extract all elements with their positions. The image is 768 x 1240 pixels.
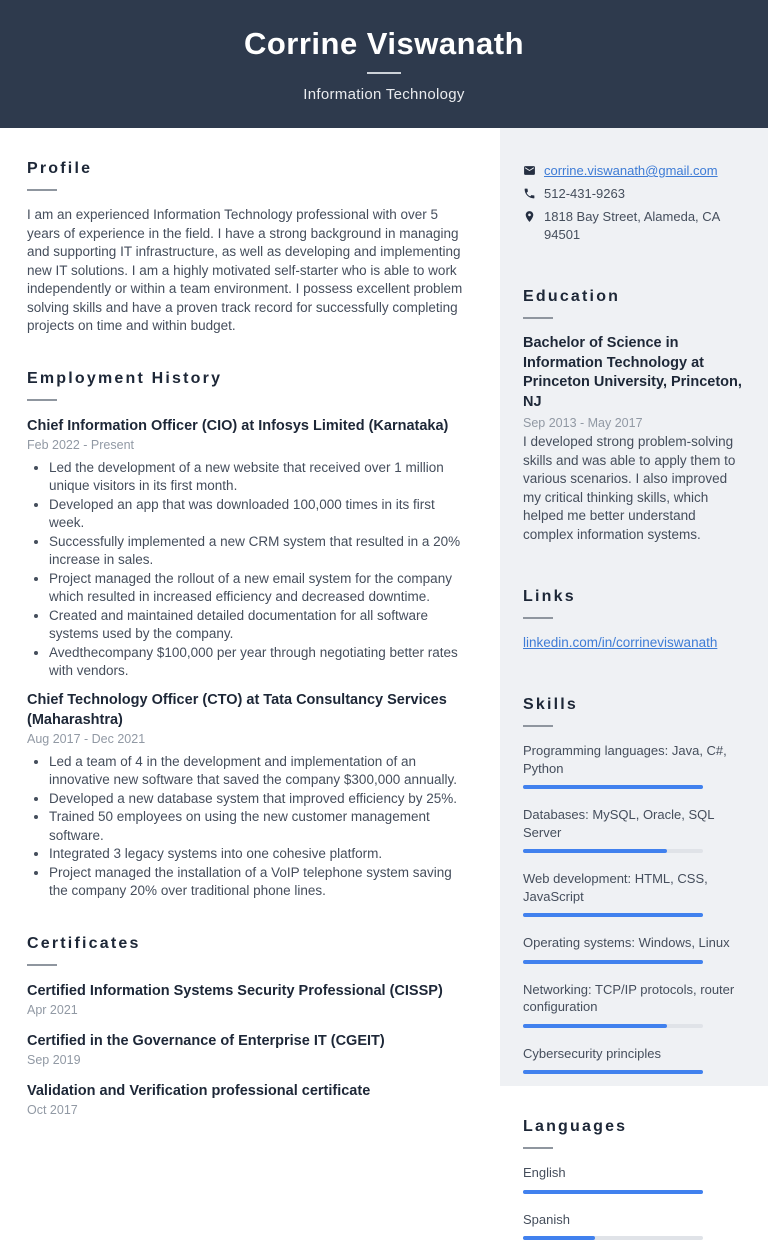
job-bullet: • Led a team of 4 in the development and implementation of an innovative new software that saved the company $300,000 annually. xyxy=(49,753,470,790)
contact-section xyxy=(523,162,743,244)
job-entry xyxy=(27,416,470,681)
language-bar-fill xyxy=(523,1236,595,1240)
job-bullet: • Avedthecompany $100,000 per year through negotiating better rates with vendors. xyxy=(49,644,470,681)
skill-bar-track xyxy=(523,1024,703,1028)
skill-item xyxy=(523,870,743,917)
certificate-item xyxy=(27,981,470,1017)
skill-label: Programming languages: Java, C#, Python xyxy=(523,742,743,777)
certificate-name: Certified in the Governance of Enterprise IT (CGEIT) xyxy=(27,1031,470,1051)
job-bullet: • Developed a new database system that improved efficiency by 25%. xyxy=(49,790,470,809)
certificate-name: Certified Information Systems Security Professional (CISSP) xyxy=(27,981,470,1001)
job-bullet: • Integrated 3 legacy systems into one cohesive platform. xyxy=(49,845,470,864)
envelope-icon xyxy=(523,164,536,177)
skill-bar-fill xyxy=(523,849,667,853)
education-date: Sep 2013 - May 2017 xyxy=(523,416,743,430)
skill-item xyxy=(523,742,743,789)
language-item xyxy=(523,1164,743,1194)
skill-label: Databases: MySQL, Oracle, SQL Server xyxy=(523,806,743,841)
language-bar-fill xyxy=(523,1190,703,1194)
skill-bar-track xyxy=(523,849,703,853)
skill-bar-fill xyxy=(523,785,703,789)
job-date: Feb 2022 - Present xyxy=(27,438,470,452)
certificate-name: Validation and Verification professional certificate xyxy=(27,1081,470,1101)
header-divider xyxy=(367,72,401,74)
resume-header xyxy=(0,0,768,128)
content-columns xyxy=(0,128,768,1086)
language-bar-track xyxy=(523,1236,703,1240)
education-description: I developed strong problem-solving skills and was able to apply them to various scenarios. I also improved my critical thinking skills, which helped me better understand complex information systems. xyxy=(523,433,743,544)
certificate-date: Sep 2019 xyxy=(27,1053,470,1067)
language-item xyxy=(523,1211,743,1240)
certificates-section xyxy=(27,935,470,1117)
education-degree: Bachelor of Science in Information Technology at Princeton University, Princeton, NJ xyxy=(523,334,743,412)
skills-section xyxy=(523,696,743,1074)
skills-heading: Skills xyxy=(523,696,743,714)
skill-bar-track xyxy=(523,785,703,789)
languages-heading: Languages xyxy=(523,1118,743,1136)
job-bullet: • Project managed the rollout of a new email system for the company which resulted in increased efficiency and decreased downtime. xyxy=(49,570,470,607)
education-section xyxy=(523,288,743,544)
language-label: English xyxy=(523,1164,743,1182)
skill-bar-fill xyxy=(523,1070,703,1074)
address-text: 1818 Bay Street, Alameda, CA 94501 xyxy=(544,208,743,244)
section-rule xyxy=(27,399,57,401)
candidate-role: Information Technology xyxy=(303,86,464,103)
candidate-name: Corrine Viswanath xyxy=(244,27,524,61)
certificate-date: Apr 2021 xyxy=(27,1003,470,1017)
links-heading: Links xyxy=(523,588,743,606)
education-heading: Education xyxy=(523,288,743,306)
certificate-date: Oct 2017 xyxy=(27,1103,470,1117)
job-entry xyxy=(27,690,470,901)
sidebar xyxy=(500,128,768,1086)
links-section xyxy=(523,588,743,652)
certificate-item xyxy=(27,1031,470,1067)
certificates-heading: Certificates xyxy=(27,935,470,953)
section-rule xyxy=(523,317,553,319)
skill-bar-track xyxy=(523,913,703,917)
section-rule xyxy=(523,1147,553,1149)
skill-label: Operating systems: Windows, Linux xyxy=(523,934,743,952)
skill-item xyxy=(523,1045,743,1075)
skill-bar-fill xyxy=(523,1024,667,1028)
job-bullet-list xyxy=(27,459,470,681)
main-column xyxy=(0,128,500,1086)
contact-email-row xyxy=(523,162,743,180)
job-title: Chief Technology Officer (CTO) at Tata Consultancy Services (Maharashtra) xyxy=(27,690,470,730)
languages-section xyxy=(523,1118,743,1240)
section-rule xyxy=(27,189,57,191)
section-rule xyxy=(27,964,57,966)
job-bullet: • Trained 50 employees on using the new customer management software. xyxy=(49,808,470,845)
employment-heading: Employment History xyxy=(27,370,470,388)
skill-bar-fill xyxy=(523,960,703,964)
job-bullet: • Project managed the installation of a VoIP telephone system saving the company 20% over traditional phone lines. xyxy=(49,864,470,901)
email-link[interactable]: corrine.viswanath@gmail.com xyxy=(544,162,718,180)
phone-icon xyxy=(523,187,536,200)
section-rule xyxy=(523,617,553,619)
skill-bar-track xyxy=(523,960,703,964)
job-bullet: • Successfully implemented a new CRM system that resulted in a 20% increase in sales. xyxy=(49,533,470,570)
job-bullet: • Created and maintained detailed documentation for all software systems used by the company. xyxy=(49,607,470,644)
language-label: Spanish xyxy=(523,1211,743,1229)
job-title: Chief Information Officer (CIO) at Infosys Limited (Karnataka) xyxy=(27,416,470,436)
skill-label: Networking: TCP/IP protocols, router configuration xyxy=(523,981,743,1016)
employment-section xyxy=(27,370,470,901)
phone-number: 512-431-9263 xyxy=(544,185,625,203)
profile-text: I am an experienced Information Technology professional with over 5 years of experience in the field. I have a strong background in managing and supporting IT infrastructure, as well as developing and implementing new IT solutions. I am a highly motivated self-starter who is able to work independently or within a team environment. I possess excellent problem solving skills and have a proven track record for successfully completing projects on time and within budget. xyxy=(27,206,470,336)
skill-item xyxy=(523,934,743,964)
profile-heading: Profile xyxy=(27,160,470,178)
skill-item xyxy=(523,981,743,1028)
job-bullet: • Developed an app that was downloaded 100,000 times in its first week. xyxy=(49,496,470,533)
skill-label: Web development: HTML, CSS, JavaScript xyxy=(523,870,743,905)
contact-address-row xyxy=(523,208,743,244)
job-date: Aug 2017 - Dec 2021 xyxy=(27,732,470,746)
skill-label: Cybersecurity principles xyxy=(523,1045,743,1063)
job-bullet: • Led the development of a new website that received over 1 million unique visitors in its first month. xyxy=(49,459,470,496)
skill-item xyxy=(523,806,743,853)
section-rule xyxy=(523,725,553,727)
linkedin-link[interactable]: linkedin.com/in/corrineviswanath xyxy=(523,635,717,650)
contact-phone-row xyxy=(523,185,743,203)
job-bullet-list xyxy=(27,753,470,901)
certificate-item xyxy=(27,1081,470,1117)
skill-bar-fill xyxy=(523,913,703,917)
profile-section xyxy=(27,160,470,336)
skill-bar-track xyxy=(523,1070,703,1074)
location-pin-icon xyxy=(523,210,536,223)
language-bar-track xyxy=(523,1190,703,1194)
